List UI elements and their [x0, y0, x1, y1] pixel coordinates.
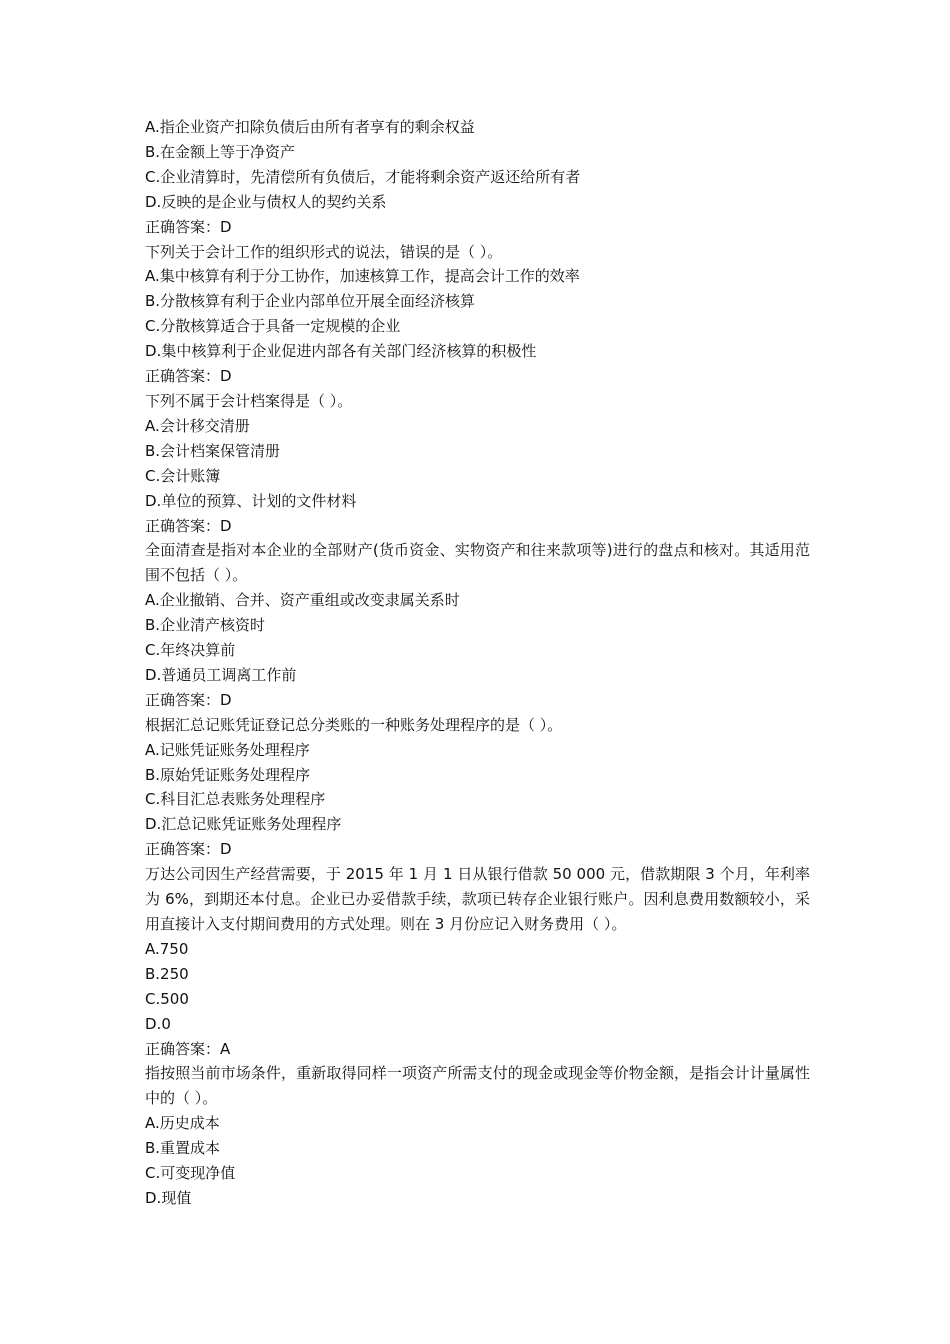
answer-option: D.现值 [145, 1188, 192, 1207]
answer-option: C.企业清算时，先清偿所有负债后，才能将剩余资产返还给所有者 [145, 167, 581, 186]
answer-option: B.重置成本 [145, 1139, 221, 1158]
answer-option: C.500 [145, 989, 189, 1008]
question-text: 全面清查是指对本企业的全部财产(货币资金、实物资产和往来款项等)进行的盘点和核对。其适用范围不包括（ ）。 [145, 541, 810, 585]
answer-option: B.会计档案保管清册 [145, 441, 281, 460]
answer-option: A.指企业资产扣除负债后由所有者享有的剩余权益 [145, 118, 475, 136]
answer-option: B.企业清产核资时 [145, 616, 266, 635]
answer-option: D.集中核算利于企业促进内部各有关部门经济核算的积极性 [145, 342, 537, 361]
question-text: 根据汇总记账凭证登记总分类账的一种账务处理程序的是（ ）。 [145, 715, 563, 734]
answer-option: D.单位的预算、计划的文件材料 [145, 491, 357, 510]
answer-option: D.普通员工调离工作前 [145, 665, 297, 684]
question-text: 下列不属于会计档案得是（ ）。 [145, 391, 353, 410]
answer-option: D.反映的是企业与债权人的契约关系 [145, 192, 387, 211]
answer-option: C.分散核算适合于具备一定规模的企业 [145, 317, 401, 336]
correct-answer: 正确答案：D [145, 367, 232, 386]
correct-answer: 正确答案：D [145, 217, 232, 236]
question-text: 下列关于会计工作的组织形式的说法，错误的是（ ）。 [145, 242, 503, 261]
correct-answer: 正确答案：A [145, 1039, 231, 1058]
question-text: 指按照当前市场条件，重新取得同样一项资产所需支付的现金或现金等价物金额，是指会计计量属性中的（ ）。 [145, 1064, 810, 1108]
answer-option: D.0 [145, 1014, 171, 1033]
answer-option: A.记账凭证账务处理程序 [145, 740, 310, 759]
answer-option: A.750 [145, 939, 189, 958]
document-body [145, 115, 810, 1211]
answer-option: A.企业撤销、合并、资产重组或改变隶属关系时 [145, 591, 460, 610]
correct-answer: 正确答案：D [145, 840, 232, 859]
answer-option: C.科目汇总表账务处理程序 [145, 790, 326, 809]
answer-option: B.分散核算有利于企业内部单位开展全面经济核算 [145, 292, 476, 311]
answer-option: C.会计账簿 [145, 466, 221, 485]
answer-option: B.在金额上等于净资产 [145, 142, 296, 161]
question-text: 万达公司因生产经营需要，于 2015 年 1 月 1 日从银行借款 50 000 元，借款期限 3 个月，年利率为 6%，到期还本付息。企业已办妥借款手续，款项已转存企业银行账户。因利息费用数额较小，采用直接计入支付期间费用的方式处理。则在 3 月份应记入财务费用（ ）。 [145, 865, 810, 933]
answer-option: C.可变现净值 [145, 1164, 236, 1183]
answer-option: A.历史成本 [145, 1114, 220, 1133]
answer-option: B.250 [145, 964, 189, 983]
correct-answer: 正确答案：D [145, 516, 232, 535]
correct-answer: 正确答案：D [145, 690, 232, 709]
answer-option: A.集中核算有利于分工协作，加速核算工作，提高会计工作的效率 [145, 267, 580, 286]
answer-option: B.原始凭证账务处理程序 [145, 765, 311, 784]
answer-option: A.会计移交清册 [145, 416, 250, 435]
answer-option: C.年终决算前 [145, 641, 236, 660]
answer-option: D.汇总记账凭证账务处理程序 [145, 815, 342, 834]
